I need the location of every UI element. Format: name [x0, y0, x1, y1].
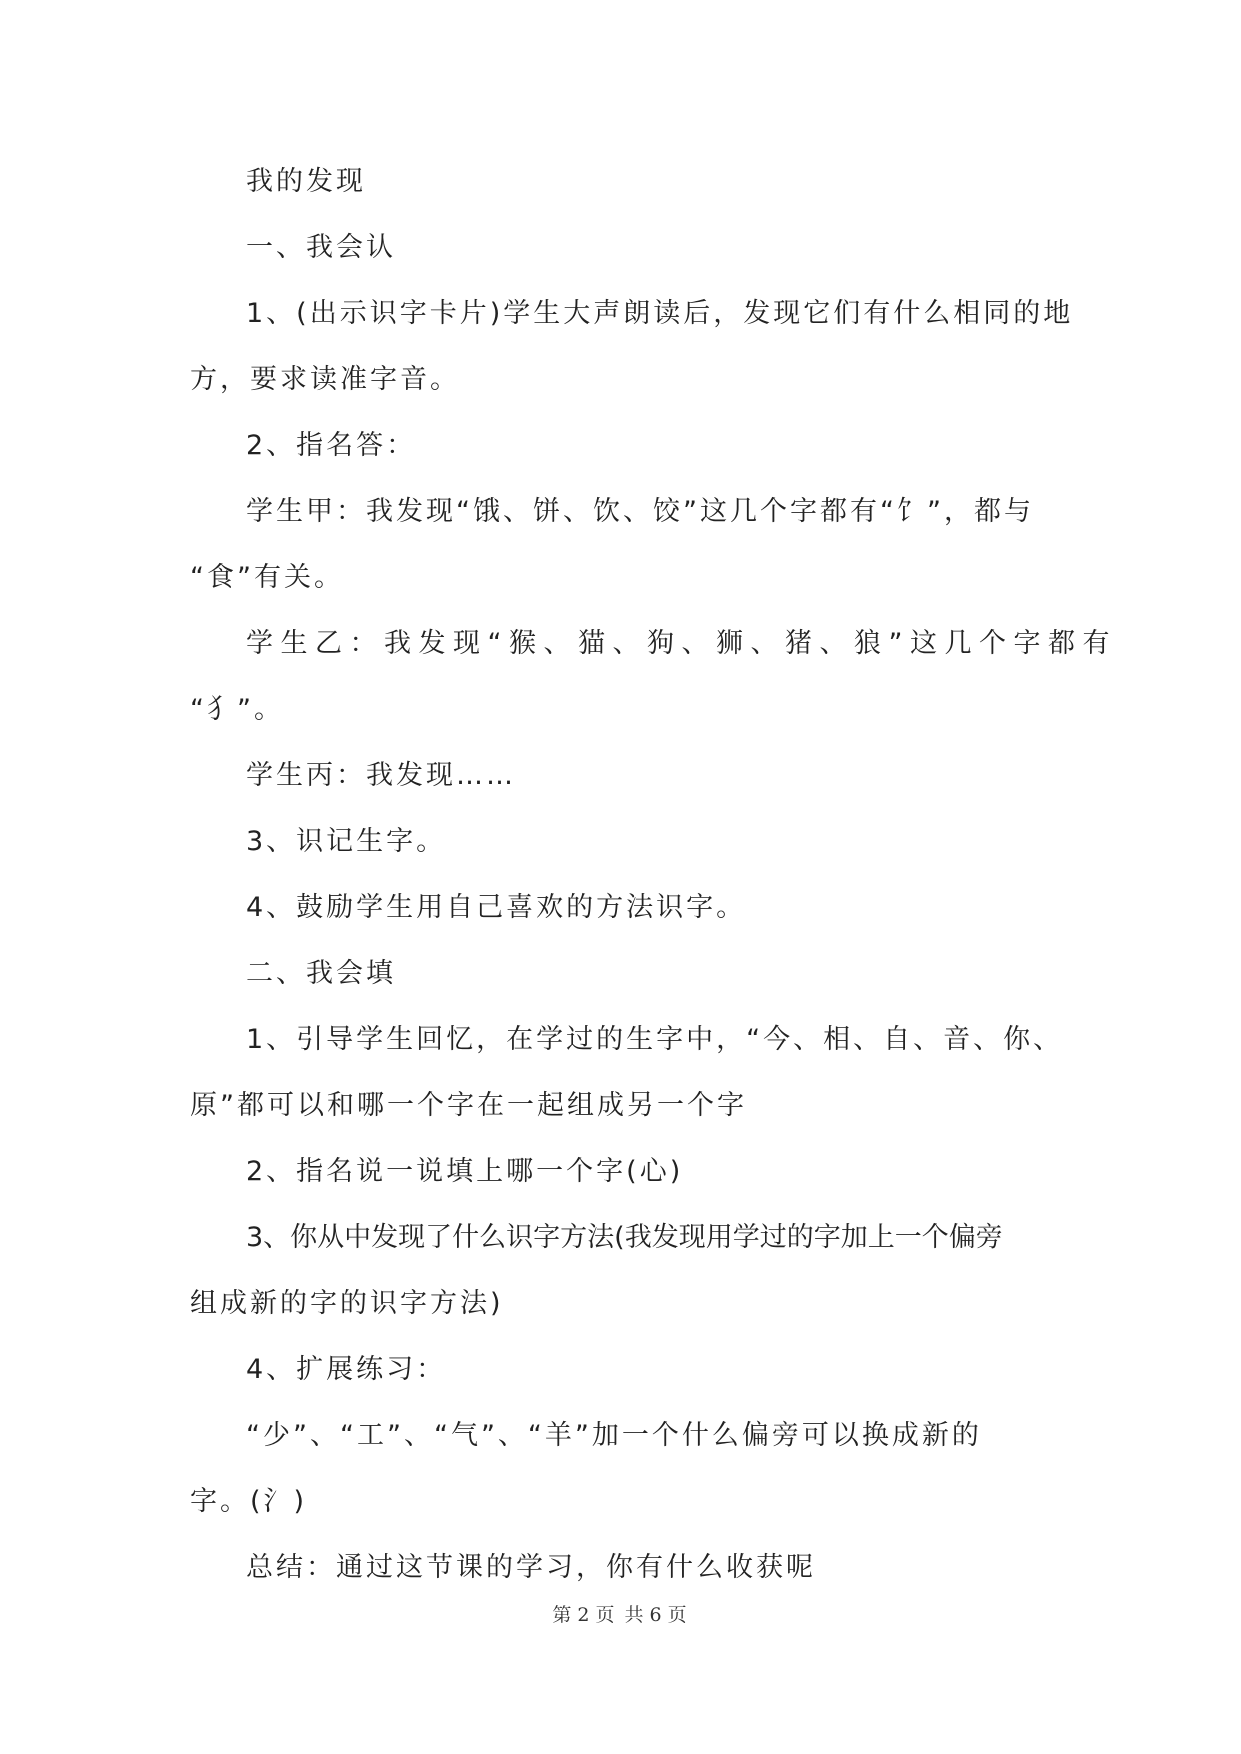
page-footer [0, 1600, 1241, 1627]
paragraph-line: 学生甲：我发现“饿、饼、饮、饺”这几个字都有“饣”，都与 [246, 496, 1034, 527]
paragraph-line: 3、你从中发现了什么识字方法(我发现用学过的字加上一个偏旁 [246, 1222, 1003, 1253]
footer-total-pages: 6 [649, 1604, 664, 1626]
paragraph-line: 4、扩展练习： [246, 1354, 447, 1385]
paragraph-line: 2、指名说一说填上哪一个字(心) [246, 1156, 684, 1187]
paragraph-line: 方，要求读准字音。 [190, 364, 460, 395]
paragraph-line: 字。(氵) [190, 1486, 308, 1517]
footer-prefix: 第 [552, 1604, 574, 1626]
section-heading-fill: 二、我会填 [246, 958, 396, 989]
section-heading-recognize: 一、我会认 [246, 232, 396, 263]
paragraph-line: 4、鼓励学生用自己喜欢的方法识字。 [246, 892, 747, 923]
footer-current-page: 2 [577, 1604, 592, 1626]
paragraph-line: 1、引导学生回忆，在学过的生字中，“今、相、自、音、你、 [246, 1024, 1064, 1055]
paragraph-line: 学生丙：我发现…… [246, 760, 516, 791]
footer-suffix: 页 [667, 1604, 689, 1626]
paragraph-line: 1、(出示识字卡片)学生大声朗读后，发现它们有什么相同的地 [246, 298, 1074, 329]
paragraph-line: 组成新的字的识字方法) [190, 1288, 504, 1319]
paragraph-line: 2、指名答： [246, 430, 417, 461]
paragraph-line: 原”都可以和哪一个字在一起组成另一个字 [190, 1090, 747, 1121]
paragraph-line: “犭”。 [190, 694, 284, 725]
paragraph-line: 3、识记生字。 [246, 826, 447, 857]
heading-my-discovery: 我的发现 [246, 166, 366, 197]
paragraph-line: 学生乙：我发现“猴、猫、狗、狮、猪、狼”这几个字都有 [246, 628, 1117, 659]
paragraph-line: “少”、“工”、“气”、“羊”加一个什么偏旁可以换成新的 [246, 1420, 982, 1451]
footer-mid: 页 共 [595, 1604, 646, 1626]
paragraph-line: “食”有关。 [190, 562, 344, 593]
paragraph-line: 总结：通过这节课的学习，你有什么收获呢 [246, 1552, 816, 1583]
